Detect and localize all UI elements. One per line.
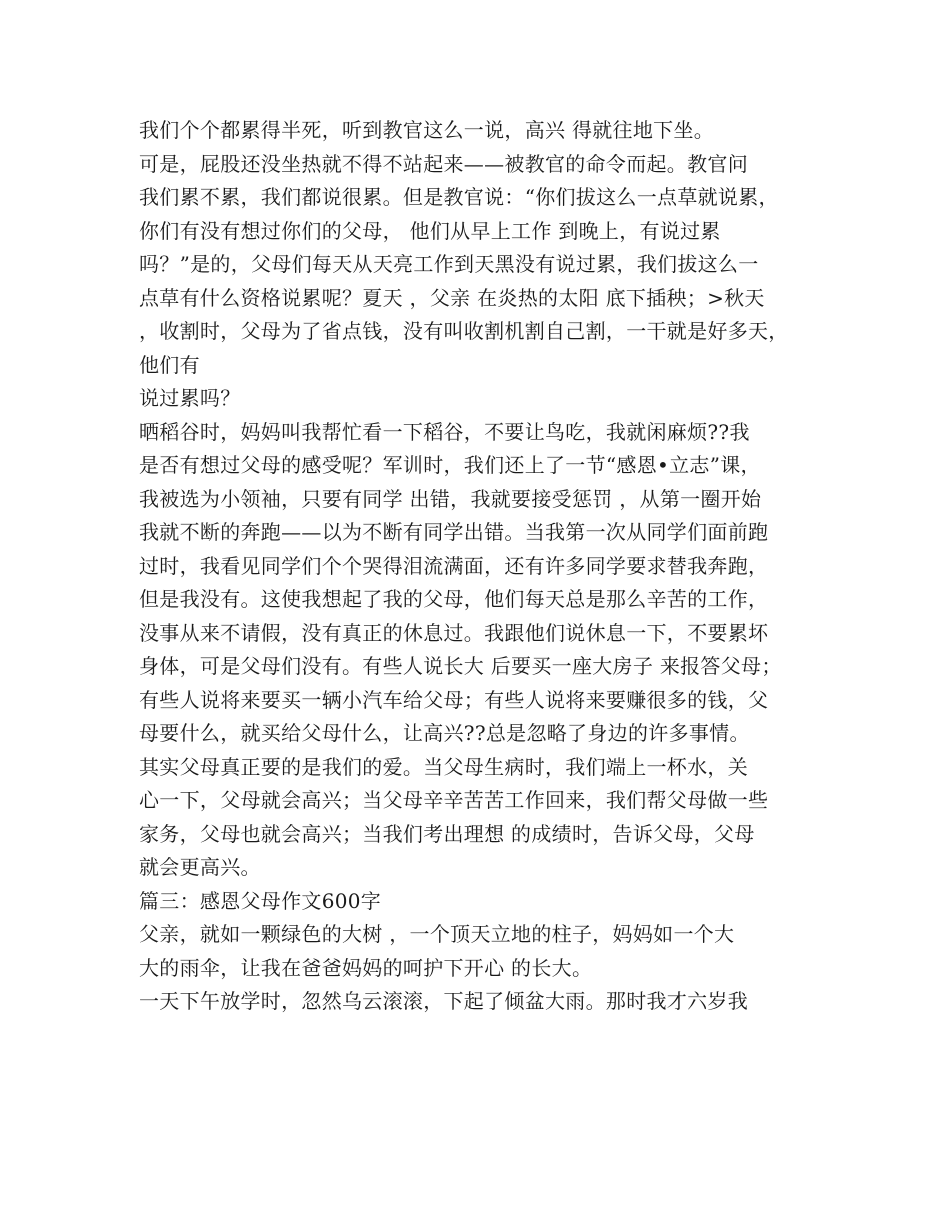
text-line: 家务，父母也就会高兴；当我们考出理想 的成绩时，告诉父母，父母 [139, 821, 755, 846]
text-line: 一天下午放学时，忽然乌云滚滚，下起了倾盆大雨。那时我才六岁我 [139, 989, 748, 1013]
text-line: 你们有没有想过你们的父母， 他们从早上工作 到晚上，有说过累 [139, 218, 721, 243]
text-line: 就会更高兴。 [139, 855, 261, 879]
text-line: 我们累不累，我们都说很累。但是教官说：“你们拔这么一点草就说累， [139, 185, 779, 209]
text-line: 大的雨伞，让我在爸爸妈妈的呵护下开心 的长大。 [139, 955, 593, 980]
text-line: 他们有 [139, 352, 200, 377]
text-line: ，收割时，父母为了省点钱，没有叫收割机割自己割，一干就是好多天， [139, 319, 789, 343]
text-line: 我就不断的奔跑——以为不断有同学出错。当我第一次从同学们面前跑 [139, 520, 769, 544]
text-line: 有些人说将来要买一辆小汽车给父母；有些人说将来要赚很多的钱，父 [139, 687, 769, 712]
section-heading: 篇三：感恩父母作文600字 [139, 888, 382, 913]
text-line: 身体，可是父母们没有。有些人说长大 后要买一座大房子 来报答父母； [139, 654, 782, 678]
text-line: 晒稻谷时，妈妈叫我帮忙看一下稻谷，不要让鸟吃，我就闲麻烦??我 [139, 419, 750, 444]
text-line: 其实父母真正要的是我们的爱。当父母生病时，我们端上一杯水，关 [139, 754, 748, 779]
text-line: 心一下，父母就会高兴；当父母辛辛苦苦工作回来，我们帮父母做一些 [139, 788, 769, 812]
text-line: 可是，屁股还没坐热就不得不站起来——被教官的命令而起。教官问 [139, 151, 748, 176]
text-line: 过时，我看见同学们个个哭得泪流满面，还有许多同学要求替我奔跑， [139, 553, 769, 578]
essay-text [139, 114, 819, 1019]
text-line: 吗？”是的，父母们每天从天亮工作到天黑没有说过累，我们拔这么一 [139, 252, 759, 276]
text-line: 我被选为小领袖，只要有同学 出错，我就要接受惩罚 ，从第一圈开始 [139, 486, 762, 511]
text-line: 没事从来不请假，没有真正的休息过。我跟他们说休息一下，不要累坏 [139, 620, 769, 645]
text-line: 说过累吗？ [139, 386, 241, 410]
text-line: 但是我没有。这使我想起了我的父母，他们每天总是那么辛苦的工作， [139, 587, 769, 611]
text-line: 父亲，就如一颗绿色的大树 ，一个顶天立地的柱子，妈妈如一个大 [139, 922, 735, 946]
text-line: 我们个个都累得半死，听到教官这么一说，高兴 得就往地下坐。 [139, 118, 715, 142]
text-line: 母要什么，就买给父母什么，让高兴??总是忽略了身边的许多事情。 [139, 721, 750, 745]
text-line: 是否有想过父母的感受呢？军训时，我们还上了一节“感恩•立志”课， [139, 453, 761, 477]
text-line: 点草有什么资格说累呢？夏天 ，父亲 在炎热的太阳 底下插秧；>秋天 [139, 285, 765, 310]
